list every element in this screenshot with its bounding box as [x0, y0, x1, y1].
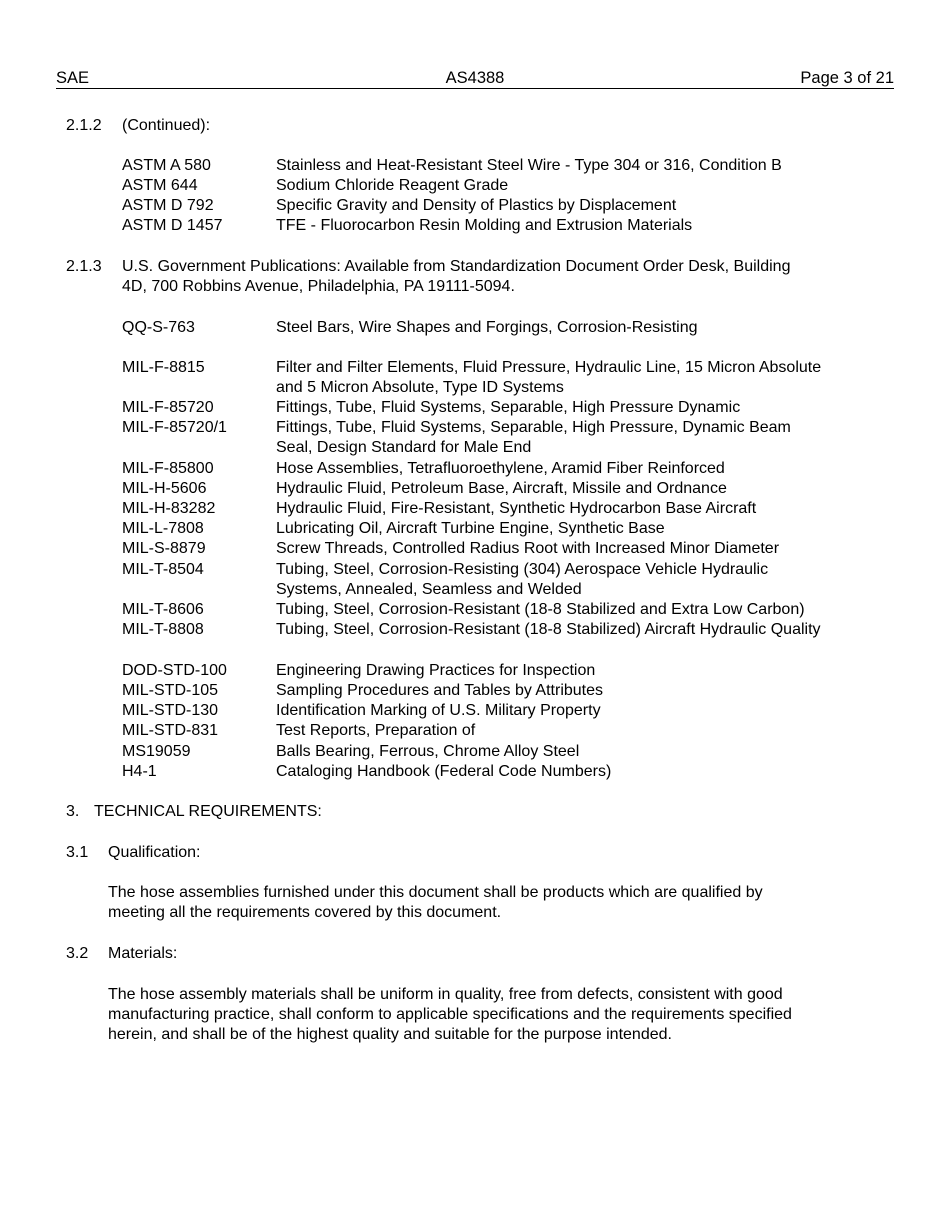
reference-description: Lubricating Oil, Aircraft Turbine Engine, Synthetic Base	[276, 520, 665, 537]
reference-description: Test Reports, Preparation of	[276, 722, 476, 739]
reference-code: MIL-T-8808	[122, 621, 204, 638]
reference-description: Tubing, Steel, Corrosion-Resistant (18-8 Stabilized) Aircraft Hydraulic Quality	[276, 621, 821, 638]
paragraph-line: The hose assembly materials shall be uniform in quality, free from defects, consistent with good	[108, 986, 783, 1003]
reference-code: ASTM D 792	[122, 197, 214, 214]
section-number: 3.2	[66, 945, 89, 962]
paragraph-line: herein, and shall be of the highest quality and suitable for the purpose intended.	[108, 1026, 672, 1043]
reference-code: ASTM D 1457	[122, 217, 223, 234]
reference-code: MIL-S-8879	[122, 540, 206, 557]
section-paragraph-line: 4D, 700 Robbins Avenue, Philadelphia, PA 19111-5094.	[122, 278, 515, 295]
reference-code: MIL-STD-130	[122, 702, 219, 719]
reference-description-cont: Systems, Annealed, Seamless and Welded	[276, 581, 582, 598]
paragraph-line: The hose assemblies furnished under this document shall be products which are qualified by	[108, 884, 763, 901]
header-doc-id: AS4388	[445, 69, 505, 87]
reference-code: ASTM A 580	[122, 157, 211, 174]
paragraph-line: meeting all the requirements covered by this document.	[108, 904, 502, 921]
reference-code: MIL-F-85800	[122, 460, 214, 477]
reference-description: Stainless and Heat-Resistant Steel Wire - Type 304 or 316, Condition B	[276, 157, 782, 174]
reference-code: MS19059	[122, 743, 191, 760]
reference-description: Tubing, Steel, Corrosion-Resisting (304) Aerospace Vehicle Hydraulic	[276, 561, 769, 578]
section-number: 2.1.3	[66, 258, 102, 275]
reference-description: Steel Bars, Wire Shapes and Forgings, Corrosion-Resisting	[276, 319, 698, 336]
section-title: Materials:	[108, 945, 178, 962]
reference-description-cont: Seal, Design Standard for Male End	[276, 439, 532, 456]
reference-description: Fittings, Tube, Fluid Systems, Separable, High Pressure Dynamic	[276, 399, 741, 416]
reference-code: ASTM 644	[122, 177, 198, 194]
page-header	[56, 68, 894, 89]
reference-description: Screw Threads, Controlled Radius Root with Increased Minor Diameter	[276, 540, 780, 557]
section-number: 3.	[66, 803, 80, 820]
header-page-number: Page 3 of 21	[800, 69, 894, 87]
reference-code: MIL-F-85720	[122, 399, 214, 416]
reference-description: Cataloging Handbook (Federal Code Numbers)	[276, 763, 612, 780]
reference-description: Identification Marking of U.S. Military Property	[276, 702, 601, 719]
section-title: (Continued):	[122, 117, 211, 134]
reference-code: MIL-F-85720/1	[122, 419, 227, 436]
section-title: TECHNICAL REQUIREMENTS:	[94, 803, 322, 820]
reference-description: Filter and Filter Elements, Fluid Pressure, Hydraulic Line, 15 Micron Absolute	[276, 359, 822, 376]
reference-description-cont: and 5 Micron Absolute, Type ID Systems	[276, 379, 564, 396]
reference-description: Sampling Procedures and Tables by Attributes	[276, 682, 604, 699]
reference-description: TFE - Fluorocarbon Resin Molding and Extrusion Materials	[276, 217, 693, 234]
reference-code: MIL-H-5606	[122, 480, 207, 497]
reference-code: MIL-L-7808	[122, 520, 204, 537]
reference-description: Fittings, Tube, Fluid Systems, Separable, High Pressure, Dynamic Beam	[276, 419, 791, 436]
section-title: Qualification:	[108, 844, 201, 861]
section-paragraph-line: U.S. Government Publications: Available from Standardization Document Order Desk, Building	[122, 258, 791, 275]
reference-code: MIL-F-8815	[122, 359, 205, 376]
reference-code: QQ-S-763	[122, 319, 195, 336]
reference-code: MIL-STD-831	[122, 722, 219, 739]
reference-description: Tubing, Steel, Corrosion-Resistant (18-8 Stabilized and Extra Low Carbon)	[276, 601, 805, 618]
section-number: 3.1	[66, 844, 89, 861]
section-number: 2.1.2	[66, 117, 102, 134]
reference-description: Engineering Drawing Practices for Inspection	[276, 662, 596, 679]
header-org: SAE	[56, 69, 90, 87]
reference-code: MIL-T-8606	[122, 601, 204, 618]
reference-description: Specific Gravity and Density of Plastics by Displacement	[276, 197, 677, 214]
reference-description: Hydraulic Fluid, Petroleum Base, Aircraft, Missile and Ordnance	[276, 480, 727, 497]
reference-code: MIL-STD-105	[122, 682, 219, 699]
reference-description: Balls Bearing, Ferrous, Chrome Alloy Steel	[276, 743, 580, 760]
reference-description: Hose Assemblies, Tetrafluoroethylene, Aramid Fiber Reinforced	[276, 460, 725, 477]
reference-description: Sodium Chloride Reagent Grade	[276, 177, 509, 194]
paragraph-line: manufacturing practice, shall conform to applicable specifications and the requirements specified	[108, 1006, 792, 1023]
reference-code: MIL-H-83282	[122, 500, 216, 517]
reference-code: MIL-T-8504	[122, 561, 204, 578]
reference-description: Hydraulic Fluid, Fire-Resistant, Synthetic Hydrocarbon Base Aircraft	[276, 500, 757, 517]
reference-code: DOD-STD-100	[122, 662, 227, 679]
reference-code: H4-1	[122, 763, 157, 780]
